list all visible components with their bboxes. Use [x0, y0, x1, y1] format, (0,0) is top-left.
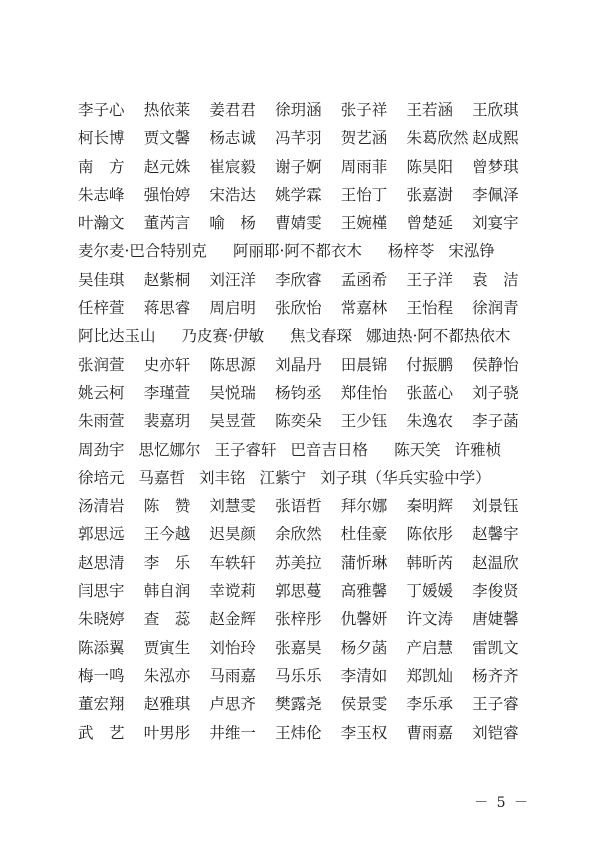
student-name: 孟函希 [340, 270, 388, 289]
student-name: 刘子骁 [472, 383, 519, 402]
student-name: 赵思清 [78, 553, 125, 572]
student-name: 许文涛 [406, 610, 453, 629]
student-name: 赵元姝 [143, 157, 191, 176]
name-row [78, 294, 538, 322]
student-name: 樊露尧 [275, 695, 322, 714]
student-name: 王炜伦 [275, 723, 322, 742]
name-row [78, 96, 538, 124]
student-name: 阿丽耶·阿不都衣木 [232, 242, 362, 261]
student-name: 郭思远 [78, 525, 125, 544]
student-name: 马雨嘉 [209, 666, 256, 685]
student-name: 朱晓婷 [78, 610, 125, 629]
student-name: 陈昊阳 [406, 157, 453, 176]
student-name: 陈天笑 [394, 440, 441, 459]
student-name: 袁 洁 [472, 270, 519, 289]
student-name: 张嘉昊 [275, 638, 322, 657]
student-name: 史亦轩 [143, 355, 191, 374]
student-name: 姚云柯 [78, 383, 125, 402]
student-name: 乃皮赛·伊敏 [181, 327, 264, 346]
student-name: 李玉权 [340, 723, 388, 742]
student-name: 郑佳怡 [340, 383, 388, 402]
student-name: 许雅桢 [454, 440, 502, 459]
name-row [78, 181, 538, 209]
student-name: 姜君君 [209, 101, 256, 119]
student-name: 刘慧雯 [209, 497, 256, 516]
student-name: 朱逸农 [406, 412, 453, 431]
name-row [78, 520, 538, 548]
student-name: 刘宴宇 [472, 214, 519, 233]
name-row [78, 266, 538, 294]
name-row [78, 662, 538, 690]
student-name: 贾寅生 [143, 638, 191, 657]
student-name: 吴佳琪 [78, 270, 125, 289]
student-name: 朱雨萱 [78, 412, 125, 431]
student-name: 曹婧雯 [275, 214, 322, 233]
name-row [78, 690, 538, 718]
student-name: 刘铠睿 [472, 723, 519, 742]
student-name: 余欣然 [275, 525, 322, 544]
student-name: 董芮言 [143, 214, 191, 233]
student-name: 陈依彤 [406, 525, 453, 544]
student-name: 谢子婀 [275, 157, 322, 176]
name-row [78, 407, 538, 435]
student-name: 柯长博 [78, 129, 125, 148]
student-name: 强怡婷 [143, 185, 191, 204]
page-number: － 5 － [474, 795, 530, 811]
student-name: 刘晶丹 [275, 355, 322, 374]
student-name: 唐婕馨 [472, 610, 519, 629]
student-name: 曾梦琪 [472, 157, 519, 176]
student-name: 田晨锦 [340, 355, 388, 374]
student-name: 南 方 [78, 157, 125, 176]
student-name: 王怡程 [406, 299, 453, 318]
student-name: 高雅馨 [340, 582, 388, 601]
student-name: 徐玥涵 [275, 101, 322, 119]
student-name: 姚学霖 [275, 185, 322, 204]
student-name: 常嘉林 [340, 299, 388, 318]
student-name: 马乐乐 [275, 666, 322, 685]
student-name: 赵雅琪 [143, 695, 191, 714]
student-name: 王若涵 [406, 101, 453, 119]
student-name: 幸谠莉 [209, 582, 256, 601]
name-row [78, 237, 538, 265]
student-name: 娜迪热·阿不都热依木 [365, 327, 511, 346]
name-row [78, 322, 538, 350]
student-name: 车轶轩 [209, 553, 256, 572]
student-name: 赵成熙 [472, 129, 519, 148]
student-name: 陈添翼 [78, 638, 125, 657]
student-name: 雷凯文 [472, 638, 519, 657]
student-name: 喻 杨 [209, 214, 256, 233]
name-list [78, 96, 538, 747]
name-row [78, 577, 538, 605]
name-row [78, 464, 538, 492]
student-name: 刘汪洋 [209, 270, 256, 289]
student-name: 徐润青 [472, 299, 519, 318]
student-name: 仇馨妍 [340, 610, 388, 629]
name-row [78, 719, 538, 747]
student-name: 杜佳豪 [340, 525, 388, 544]
student-name: 赵紫桐 [143, 270, 191, 289]
student-name: 贺艺涵 [340, 129, 388, 148]
name-row [78, 209, 538, 237]
student-name: 焦戈春琛 [289, 327, 352, 346]
student-name: 李俊贤 [472, 582, 519, 601]
student-name: 赵馨宇 [472, 525, 519, 544]
student-name: 裴嘉玥 [143, 412, 191, 431]
name-row [78, 436, 538, 464]
student-name: 张欣怡 [275, 299, 322, 318]
student-name: 李子菡 [472, 412, 519, 431]
student-name: 王子睿 [472, 695, 519, 714]
student-name: 陈思源 [209, 355, 256, 374]
student-name: 王婉槿 [340, 214, 388, 233]
student-name: 李清如 [340, 666, 388, 685]
student-name: 梅一鸣 [78, 666, 125, 685]
student-name: 冯芊羽 [275, 129, 322, 148]
name-row [78, 351, 538, 379]
student-name: 张语哲 [275, 497, 322, 516]
student-name: 苏美拉 [275, 553, 322, 572]
student-name: 李瑾萱 [143, 383, 191, 402]
student-name: 张嘉澍 [406, 185, 453, 204]
student-name: 朱泓亦 [143, 666, 191, 685]
student-name: 拜尔娜 [340, 497, 388, 516]
student-name: 迟昊颜 [209, 525, 256, 544]
student-name: 郭思蔓 [275, 582, 322, 601]
student-name: 周雨菲 [340, 157, 388, 176]
student-name: 侯景雯 [340, 695, 388, 714]
name-row [78, 549, 538, 577]
student-name: 周劲宇 [78, 440, 125, 459]
student-name: 汤清岩 [78, 497, 125, 516]
student-name: 李 乐 [143, 553, 191, 572]
student-name: 王欣琪 [472, 101, 519, 119]
student-name: 李佩泽 [472, 185, 519, 204]
student-name: 韩昕芮 [406, 553, 453, 572]
student-name: 蒲忻琳 [340, 553, 388, 572]
student-name: 赵金辉 [209, 610, 256, 629]
name-row [78, 605, 538, 633]
student-name: 杨梓苓 [387, 242, 435, 261]
student-name: 马嘉哲 [138, 468, 186, 487]
student-name: 井维一 [209, 723, 256, 742]
student-name: 徐培元 [78, 468, 125, 487]
student-name: 卢思齐 [209, 695, 256, 714]
student-name: 王今越 [143, 525, 191, 544]
student-name: 陈 赞 [143, 497, 191, 516]
student-name: 热依莱 [143, 101, 191, 119]
student-name: 吴昱萱 [209, 412, 256, 431]
student-name: 张润萱 [78, 355, 125, 374]
student-name: 侯静怡 [472, 355, 519, 374]
student-name: 郑凯灿 [406, 666, 453, 685]
student-name: 麦尔麦·巴合特别克 [78, 242, 207, 261]
student-name: 张子祥 [340, 101, 388, 119]
student-name: 朱葛欣然 [406, 129, 469, 148]
student-name: 叶瀚文 [78, 214, 125, 233]
student-name: 叶男彤 [143, 723, 191, 742]
student-name: 付振鹏 [406, 355, 453, 374]
student-name: 查 蕊 [143, 610, 191, 629]
student-name: 曾楚延 [406, 214, 453, 233]
student-name: 蒋思睿 [143, 299, 191, 318]
student-name: 崔宸毅 [209, 157, 256, 176]
student-name: 陈奕朵 [275, 412, 322, 431]
student-name: 赵温欣 [472, 553, 519, 572]
student-name: 闫思宇 [78, 582, 125, 601]
student-name: 杨志诚 [209, 129, 256, 148]
student-name: 朱志峰 [78, 185, 125, 204]
student-name: 巴音吉日格 [290, 440, 369, 459]
student-name: 产启慧 [406, 638, 453, 657]
student-name: 李子心 [78, 101, 125, 119]
student-name: 王少钰 [340, 412, 388, 431]
name-row [78, 379, 538, 407]
student-name: 丁媛媛 [406, 582, 453, 601]
student-name: 曹雨嘉 [406, 723, 453, 742]
student-name: 李乐承 [406, 695, 453, 714]
student-name: 王子洋 [406, 270, 453, 289]
student-name: 秦明辉 [406, 497, 453, 516]
student-name: 杨夕菡 [340, 638, 388, 657]
student-name: 刘子琪（华兵实验中学） [320, 468, 491, 487]
name-row [78, 153, 538, 181]
student-name: 王怡丁 [340, 185, 388, 204]
student-name: 李欣睿 [275, 270, 322, 289]
student-name: 江紫宁 [259, 468, 307, 487]
student-name: 思忆娜尔 [138, 440, 201, 459]
student-name: 阿比达玉山 [78, 327, 156, 346]
name-row [78, 492, 538, 520]
student-name: 王子睿轩 [214, 440, 277, 459]
student-name: 韩自润 [143, 582, 191, 601]
student-name: 刘丰铭 [199, 468, 246, 487]
student-name: 刘景钰 [472, 497, 519, 516]
student-name: 宋浩达 [209, 185, 256, 204]
student-name: 刘怡玲 [209, 638, 256, 657]
student-name: 吴悦瑞 [209, 383, 256, 402]
student-name: 贾文馨 [143, 129, 191, 148]
student-name: 张蓝心 [406, 383, 453, 402]
student-name: 张梓彤 [275, 610, 322, 629]
student-name: 杨齐齐 [472, 666, 519, 685]
student-name: 周启明 [209, 299, 256, 318]
student-name: 任梓萱 [78, 299, 125, 318]
name-row [78, 634, 538, 662]
student-name: 宋泓铮 [448, 242, 495, 261]
student-name: 杨钧丞 [275, 383, 322, 402]
student-name: 武 艺 [78, 723, 125, 742]
student-name: 董宏翔 [78, 695, 125, 714]
name-row [78, 124, 538, 152]
